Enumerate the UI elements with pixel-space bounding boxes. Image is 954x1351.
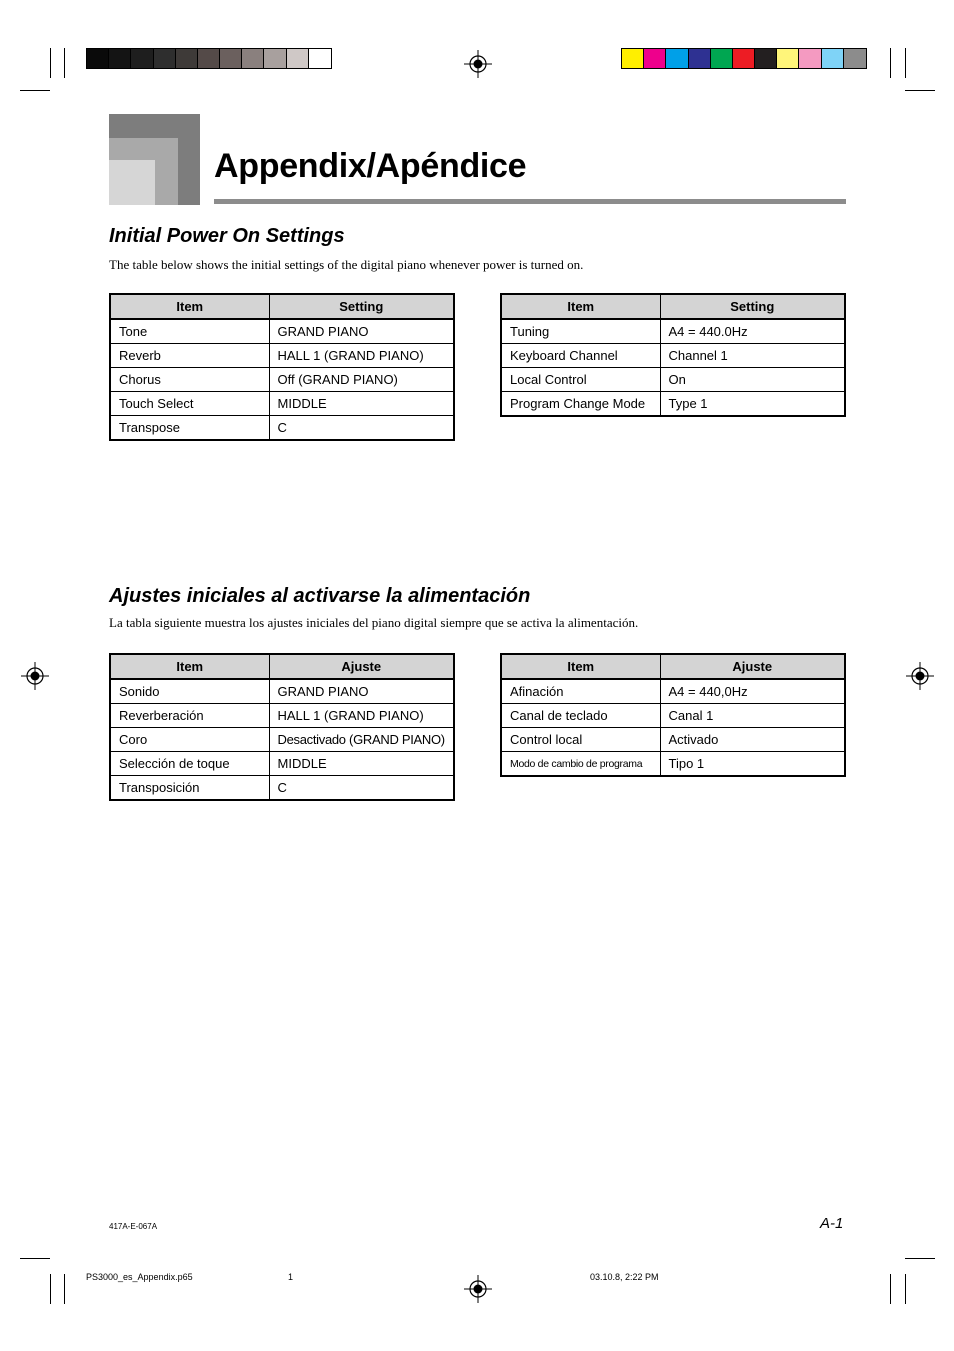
item-cell: Afinación <box>501 679 660 704</box>
item-cell: Keyboard Channel <box>501 344 660 368</box>
item-cell: Canal de teclado <box>501 704 660 728</box>
color-swatch <box>220 49 242 68</box>
color-swatch <box>622 49 644 68</box>
table-row <box>501 704 845 728</box>
item-cell: Local Control <box>501 368 660 392</box>
column-header-setting: Setting <box>269 294 454 319</box>
color-swatch <box>755 49 777 68</box>
item-cell: Modo de cambio de programa <box>501 752 660 777</box>
item-cell: Transposición <box>110 776 269 801</box>
column-header-item: Item <box>501 294 660 319</box>
table-header-row <box>110 294 454 319</box>
color-swatch <box>242 49 264 68</box>
color-swatch <box>154 49 176 68</box>
color-swatch <box>711 49 733 68</box>
table-row <box>501 392 845 417</box>
settings-table-en-right <box>500 293 846 417</box>
setting-cell: Canal 1 <box>660 704 845 728</box>
title-rule <box>214 199 846 204</box>
color-swatch <box>287 49 309 68</box>
color-swatch <box>109 49 131 68</box>
table-row <box>110 368 454 392</box>
page-title: Appendix/Apéndice <box>214 147 527 185</box>
file-name: PS3000_es_Appendix.p65 <box>86 1272 193 1282</box>
color-swatch <box>131 49 153 68</box>
color-swatch <box>264 49 286 68</box>
table-row <box>501 368 845 392</box>
setting-cell: Activado <box>660 728 845 752</box>
title-decoration <box>109 114 200 205</box>
item-cell: Selección de toque <box>110 752 269 776</box>
item-cell: Sonido <box>110 679 269 704</box>
table-row <box>501 728 845 752</box>
table-row <box>110 344 454 368</box>
table-row <box>110 679 454 704</box>
color-swatch <box>644 49 666 68</box>
color-swatch <box>822 49 844 68</box>
page-number: A-1 <box>820 1215 844 1232</box>
setting-cell: GRAND PIANO <box>269 679 454 704</box>
color-swatch <box>844 49 866 68</box>
setting-cell: C <box>269 416 454 441</box>
setting-cell: Off (GRAND PIANO) <box>269 368 454 392</box>
column-header-item: Item <box>501 654 660 679</box>
setting-cell: Type 1 <box>660 392 845 417</box>
table-row <box>110 704 454 728</box>
document-code: 417A-E-067A <box>109 1222 158 1231</box>
setting-cell: A4 = 440.0Hz <box>660 319 845 344</box>
file-page-number: 1 <box>288 1272 294 1282</box>
setting-cell: MIDDLE <box>269 752 454 776</box>
item-cell: Program Change Mode <box>501 392 660 417</box>
registration-mark-icon <box>464 50 492 78</box>
table-header-row <box>110 654 454 679</box>
table-row <box>501 344 845 368</box>
setting-cell: HALL 1 (GRAND PIANO) <box>269 704 454 728</box>
setting-cell: On <box>660 368 845 392</box>
color-swatch <box>799 49 821 68</box>
setting-cell: Channel 1 <box>660 344 845 368</box>
section-heading-es: Ajustes iniciales al activarse la alimentación <box>109 585 531 607</box>
column-header-item: Item <box>110 294 269 319</box>
item-cell: Reverb <box>110 344 269 368</box>
setting-cell: C <box>269 776 454 801</box>
color-swatch <box>689 49 711 68</box>
registration-mark-icon <box>464 1275 492 1303</box>
table-row <box>110 392 454 416</box>
table-row <box>501 319 845 344</box>
setting-cell: GRAND PIANO <box>269 319 454 344</box>
color-swatch <box>309 49 331 68</box>
color-swatch <box>87 49 109 68</box>
setting-cell: Desactivado (GRAND PIANO) <box>269 728 454 752</box>
item-cell: Transpose <box>110 416 269 441</box>
intro-text-es: La tabla siguiente muestra los ajustes iniciales del piano digital siempre que se activa la alimentación. <box>109 615 639 630</box>
column-header-setting: Setting <box>660 294 845 319</box>
intro-text-en: The table below shows the initial settings of the digital piano whenever power is turned on. <box>109 257 584 272</box>
item-cell: Coro <box>110 728 269 752</box>
color-swatch <box>666 49 688 68</box>
table-row <box>110 319 454 344</box>
item-cell: Control local <box>501 728 660 752</box>
table-row <box>501 679 845 704</box>
setting-cell: HALL 1 (GRAND PIANO) <box>269 344 454 368</box>
column-header-setting: Ajuste <box>269 654 454 679</box>
item-cell: Tuning <box>501 319 660 344</box>
item-cell: Touch Select <box>110 392 269 416</box>
column-header-item: Item <box>110 654 269 679</box>
section-heading-en: Initial Power On Settings <box>109 225 345 247</box>
color-swatch <box>733 49 755 68</box>
color-swatch <box>198 49 220 68</box>
table-row <box>110 752 454 776</box>
setting-cell: MIDDLE <box>269 392 454 416</box>
settings-table-en-left <box>109 293 455 441</box>
table-row <box>501 752 845 777</box>
item-cell: Tone <box>110 319 269 344</box>
table-header-row <box>501 294 845 319</box>
table-row <box>110 416 454 441</box>
setting-cell: Tipo 1 <box>660 752 845 777</box>
item-cell: Reverberación <box>110 704 269 728</box>
registration-mark-icon <box>906 662 934 690</box>
color-swatch <box>777 49 799 68</box>
setting-cell: A4 = 440,0Hz <box>660 679 845 704</box>
grayscale-calibration-bar <box>86 48 332 69</box>
color-swatch <box>176 49 198 68</box>
item-cell: Chorus <box>110 368 269 392</box>
print-timestamp: 03.10.8, 2:22 PM <box>590 1272 659 1282</box>
settings-table-es-left <box>109 653 455 801</box>
color-calibration-bar <box>621 48 867 69</box>
column-header-setting: Ajuste <box>660 654 845 679</box>
table-row <box>110 728 454 752</box>
settings-table-es-right <box>500 653 846 777</box>
table-row <box>110 776 454 801</box>
registration-mark-icon <box>21 662 49 690</box>
table-header-row <box>501 654 845 679</box>
